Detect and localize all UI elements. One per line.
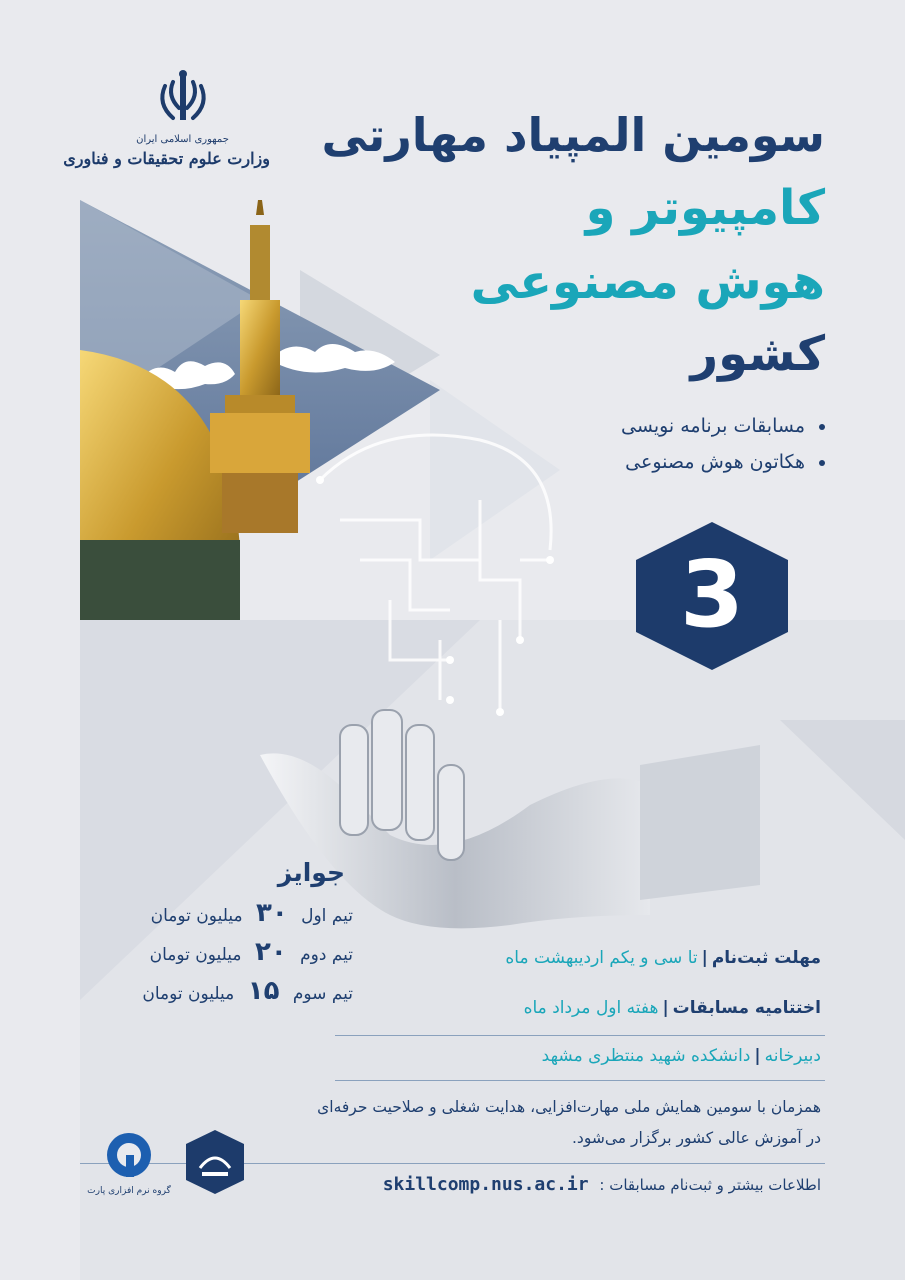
- prize-amount: ۲۰: [254, 937, 287, 967]
- ministry-logo: [63, 68, 270, 168]
- registration-label: مهلت ثبت‌نام: [711, 948, 821, 968]
- prize-row: [142, 934, 353, 973]
- prize-unit: میلیون تومان: [142, 984, 235, 1004]
- ministry-top-line: جمهوری اسلامی ایران: [136, 134, 229, 145]
- registration-deadline: [505, 948, 821, 968]
- separator: |: [701, 948, 708, 968]
- prize-team: تیم سوم: [292, 984, 353, 1004]
- separator: |: [754, 1046, 761, 1066]
- list-item: [621, 408, 825, 444]
- bullet-icon: [819, 424, 825, 430]
- university-logo-icon: [182, 1128, 248, 1196]
- part-group-label: گروه نرم افزاری پارت: [87, 1186, 171, 1196]
- events-list: [621, 408, 825, 480]
- prize-row: [142, 895, 353, 934]
- title-line-1: سومین المپیاد مهارتی: [321, 108, 825, 162]
- secretariat: [542, 1046, 821, 1066]
- part-logo-icon: [104, 1130, 154, 1180]
- divider: [335, 1080, 825, 1081]
- registration-value: تا سی و یکم اردیبهشت ماه: [505, 948, 698, 968]
- title-line-2: کامپیوتر و: [585, 180, 825, 236]
- divider: [335, 1035, 825, 1036]
- description: همزمان با سومین همایش ملی مهارت‌افزایی، هدایت شغلی و صلاحیت حرفه‌ای در آموزش عالی کشور برگزار می‌شود.: [317, 1098, 821, 1147]
- title-line-3: هوش مصنوعی: [470, 254, 825, 310]
- prize-amount: ۱۵: [247, 976, 280, 1006]
- secretariat-label: دبیرخانه: [764, 1046, 821, 1066]
- part-group-logo: [84, 1130, 174, 1196]
- iran-emblem-icon: [153, 68, 213, 128]
- event-label: مسابقات برنامه نویسی: [621, 415, 805, 437]
- prize-row: [142, 973, 353, 1012]
- prize-unit: میلیون تومان: [149, 945, 242, 965]
- separator: |: [662, 998, 669, 1018]
- prizes-section: [142, 858, 353, 1012]
- prize-unit: میلیون تومان: [150, 906, 243, 926]
- title-line-4: کشور: [690, 326, 825, 382]
- footer-label: اطلاعات بیشتر و ثبت‌نام مسابقات :: [599, 1176, 821, 1194]
- prize-team: تیم دوم: [300, 945, 353, 965]
- edition-number: 3: [679, 541, 744, 648]
- prize-amount: ۳۰: [255, 898, 288, 928]
- secretariat-value: دانشکده شهید منتظری مشهد: [541, 1046, 751, 1066]
- ministry-name: وزارت علوم تحقیقات و فناوری: [63, 149, 270, 168]
- event-label: هکاتون هوش مصنوعی: [625, 451, 805, 473]
- website-link[interactable]: skillcomp.nus.ac.ir: [382, 1174, 589, 1195]
- footer-info: [383, 1174, 821, 1195]
- list-item: [621, 444, 825, 480]
- prize-team: تیم اول: [301, 906, 353, 926]
- closing-label: اختتامیه مسابقات: [672, 998, 821, 1018]
- closing-ceremony: [524, 998, 821, 1018]
- closing-value: هفته اول مرداد ماه: [523, 998, 659, 1018]
- bullet-icon: [819, 460, 825, 466]
- prizes-heading: جوایز: [277, 858, 345, 887]
